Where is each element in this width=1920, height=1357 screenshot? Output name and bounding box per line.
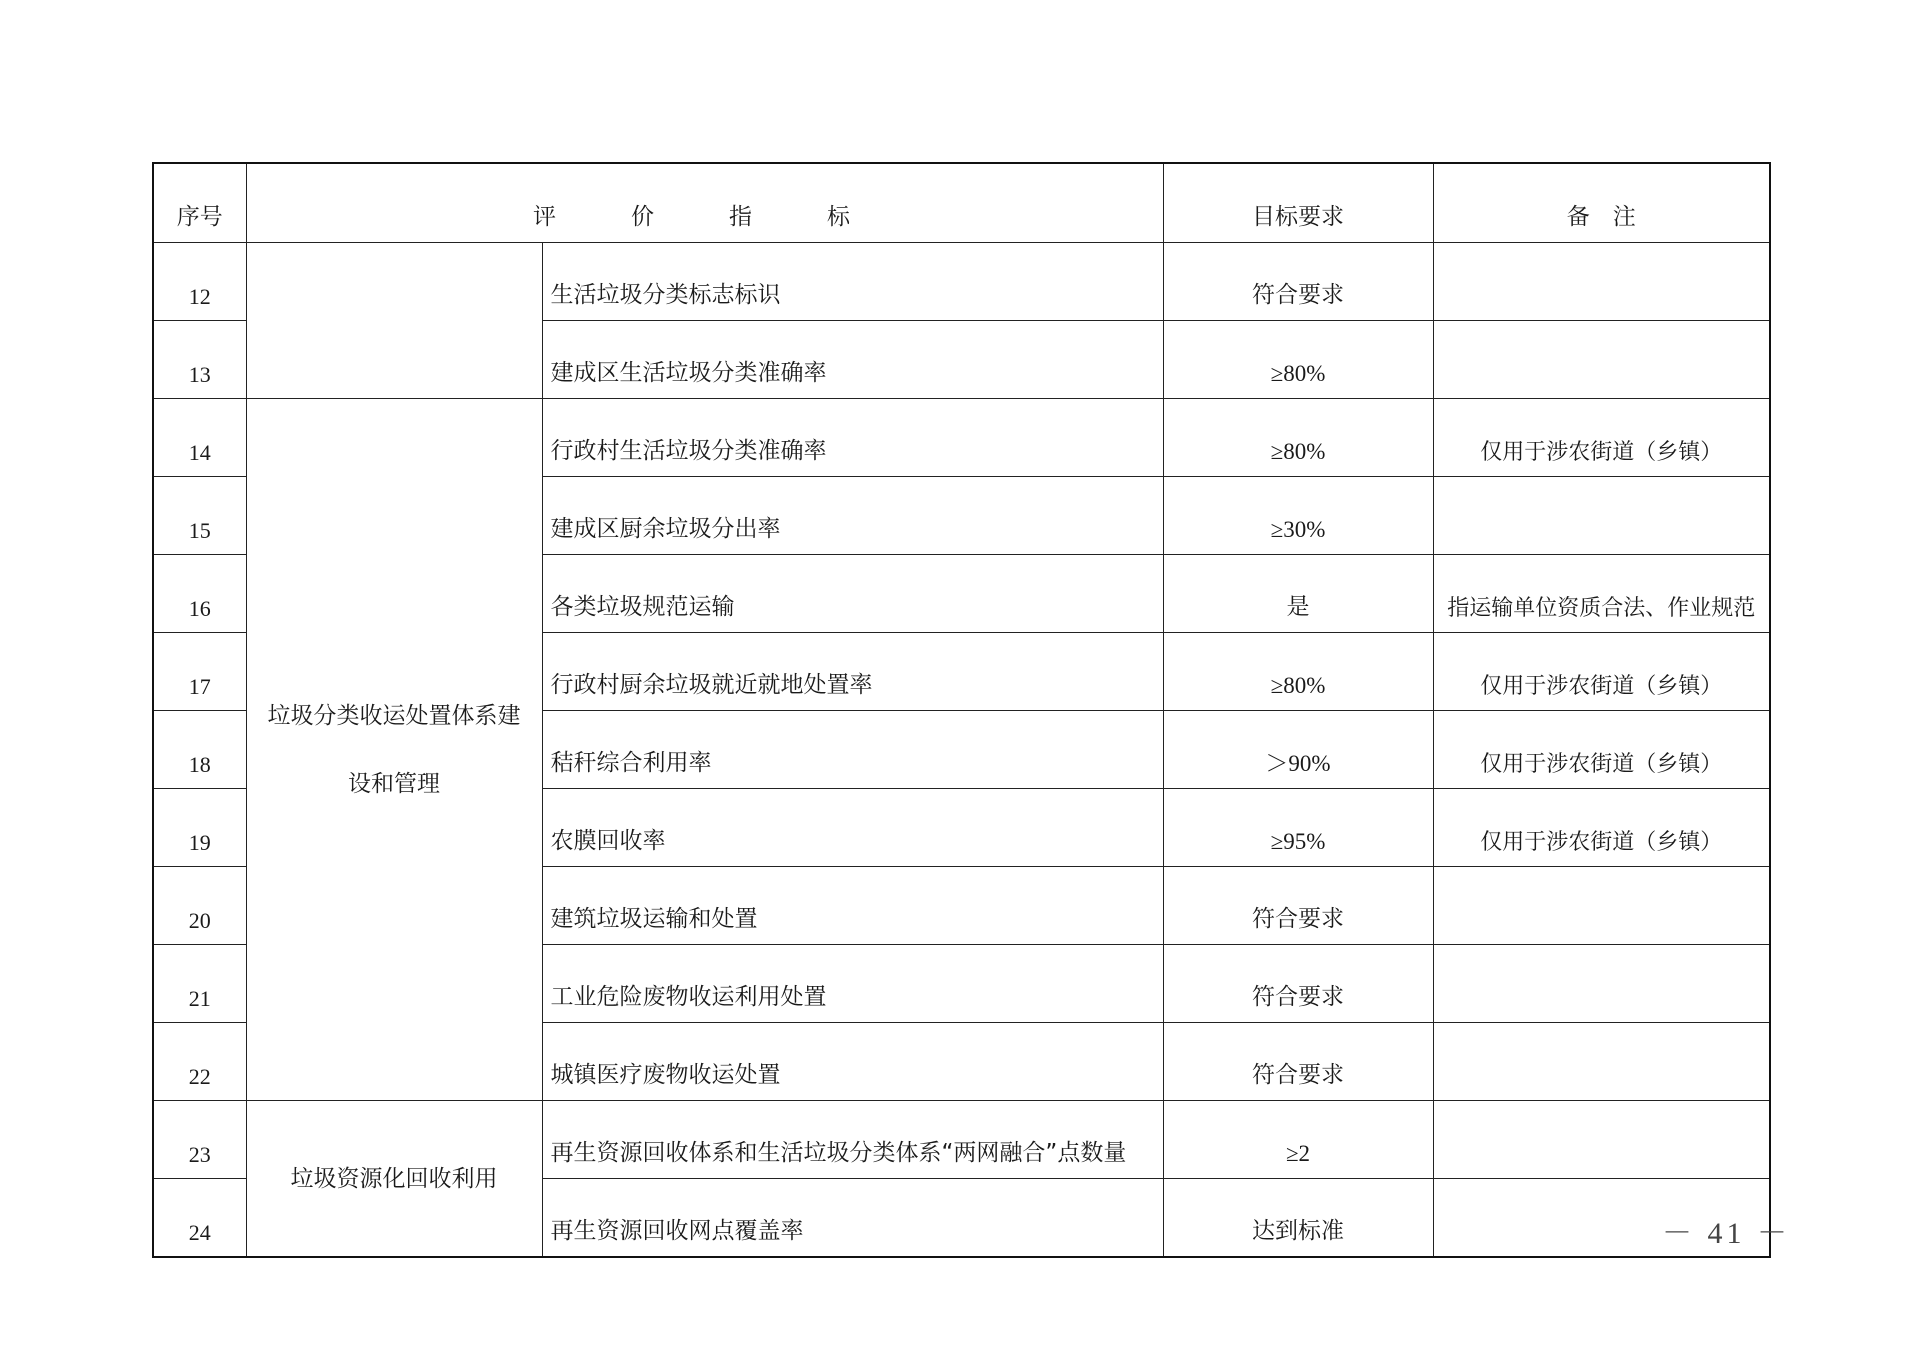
category-cell: 垃圾资源化回收利用 [246,1101,542,1258]
note-cell: 指运输单位资质合法、作业规范 [1433,555,1770,633]
row-number: 17 [153,633,246,711]
indicator-cell: 建成区生活垃圾分类准确率 [542,321,1163,399]
header-note: 备 注 [1433,163,1770,243]
note-cell: 仅用于涉农街道（乡镇） [1433,789,1770,867]
note-cell: 仅用于涉农街道（乡镇） [1433,633,1770,711]
note-cell: 仅用于涉农街道（乡镇） [1433,399,1770,477]
indicator-cell: 建成区厨余垃圾分出率 [542,477,1163,555]
target-cell: ≥80% [1163,321,1433,399]
indicator-cell: 建筑垃圾运输和处置 [542,867,1163,945]
target-cell: 符合要求 [1163,1023,1433,1101]
target-cell: ≥95% [1163,789,1433,867]
target-cell: 符合要求 [1163,945,1433,1023]
row-number: 20 [153,867,246,945]
row-number: 15 [153,477,246,555]
note-cell [1433,1023,1770,1101]
note-cell: 仅用于涉农街道（乡镇） [1433,711,1770,789]
target-cell: ≥30% [1163,477,1433,555]
target-cell: 符合要求 [1163,867,1433,945]
row-number: 21 [153,945,246,1023]
table-row [153,399,1770,477]
row-number: 22 [153,1023,246,1101]
target-cell: 是 [1163,555,1433,633]
target-cell: ≥80% [1163,633,1433,711]
note-cell [1433,945,1770,1023]
note-cell [1433,243,1770,321]
page-number: － 41 － [1662,1217,1791,1250]
target-cell: 符合要求 [1163,243,1433,321]
row-number: 14 [153,399,246,477]
target-cell: ≥2 [1163,1101,1433,1179]
header-number: 序号 [153,163,246,243]
note-cell [1433,321,1770,399]
row-number: 12 [153,243,246,321]
table-row [153,1101,1770,1179]
target-cell: ≥80% [1163,399,1433,477]
indicator-cell: 农膜回收率 [542,789,1163,867]
row-number: 24 [153,1179,246,1258]
row-number: 19 [153,789,246,867]
row-number: 18 [153,711,246,789]
target-cell: ＞90% [1163,711,1433,789]
indicator-table [152,162,1771,1258]
indicator-cell: 行政村厨余垃圾就近就地处置率 [542,633,1163,711]
indicator-cell: 城镇医疗废物收运处置 [542,1023,1163,1101]
row-number: 13 [153,321,246,399]
indicator-cell: 秸秆综合利用率 [542,711,1163,789]
row-number: 23 [153,1101,246,1179]
indicator-cell: 各类垃圾规范运输 [542,555,1163,633]
indicator-cell: 行政村生活垃圾分类准确率 [542,399,1163,477]
row-number: 16 [153,555,246,633]
indicator-cell: 工业危险废物收运利用处置 [542,945,1163,1023]
header-indicator: 评 价 指 标 [246,163,1163,243]
target-cell: 达到标准 [1163,1179,1433,1258]
indicator-cell: 再生资源回收网点覆盖率 [542,1179,1163,1258]
indicator-cell: 再生资源回收体系和生活垃圾分类体系“两网融合”点数量 [542,1101,1163,1179]
header-target: 目标要求 [1163,163,1433,243]
table-header-row [153,163,1770,243]
category-cell-empty [246,243,542,399]
indicator-cell: 生活垃圾分类标志标识 [542,243,1163,321]
note-cell [1433,1101,1770,1179]
category-cell: 垃圾分类收运处置体系建设和管理 [246,399,542,1101]
table-row [153,243,1770,321]
note-cell [1433,867,1770,945]
note-cell [1433,477,1770,555]
